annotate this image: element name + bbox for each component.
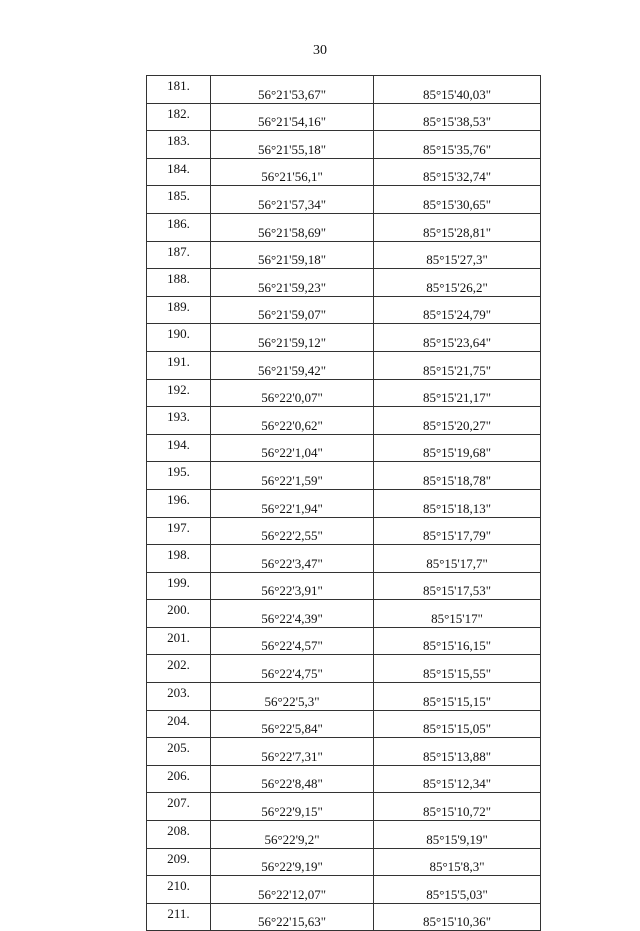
latitude-cell: 56°22'1,94" — [211, 489, 374, 517]
latitude-cell: 56°21'59,18" — [211, 241, 374, 269]
longitude-cell: 85°15'15,15" — [374, 683, 541, 711]
table-row — [147, 655, 541, 683]
point-number-cell: 204. — [147, 710, 211, 738]
longitude-cell: 85°15'18,78" — [374, 462, 541, 490]
longitude-cell: 85°15'15,55" — [374, 655, 541, 683]
point-number-cell: 191. — [147, 351, 211, 379]
point-number-cell: 194. — [147, 434, 211, 462]
table-row — [147, 296, 541, 324]
longitude-cell: 85°15'10,72" — [374, 793, 541, 821]
table-row — [147, 600, 541, 628]
table-row — [147, 103, 541, 131]
point-number-cell: 200. — [147, 600, 211, 628]
point-number-cell: 210. — [147, 876, 211, 904]
table-row — [147, 462, 541, 490]
longitude-cell: 85°15'24,79" — [374, 296, 541, 324]
point-number-cell: 205. — [147, 738, 211, 766]
point-number-cell: 187. — [147, 241, 211, 269]
latitude-cell: 56°21'53,67" — [211, 76, 374, 104]
longitude-cell: 85°15'21,75" — [374, 351, 541, 379]
longitude-cell: 85°15'23,64" — [374, 324, 541, 352]
latitude-cell: 56°21'59,42" — [211, 351, 374, 379]
latitude-cell: 56°21'59,07" — [211, 296, 374, 324]
table-row — [147, 76, 541, 104]
longitude-cell: 85°15'27,3" — [374, 241, 541, 269]
latitude-cell: 56°22'7,31" — [211, 738, 374, 766]
table-row — [147, 407, 541, 435]
latitude-cell: 56°22'0,07" — [211, 379, 374, 407]
latitude-cell: 56°22'4,75" — [211, 655, 374, 683]
longitude-cell: 85°15'19,68" — [374, 434, 541, 462]
point-number-cell: 198. — [147, 545, 211, 573]
point-number-cell: 182. — [147, 103, 211, 131]
longitude-cell: 85°15'20,27" — [374, 407, 541, 435]
latitude-cell: 56°22'3,47" — [211, 545, 374, 573]
latitude-cell: 56°22'5,84" — [211, 710, 374, 738]
table-row — [147, 186, 541, 214]
point-number-cell: 186. — [147, 213, 211, 241]
table-row — [147, 683, 541, 711]
table-row — [147, 158, 541, 186]
coordinates-table — [146, 75, 541, 931]
longitude-cell: 85°15'32,74" — [374, 158, 541, 186]
latitude-cell: 56°21'56,1" — [211, 158, 374, 186]
table-row — [147, 627, 541, 655]
longitude-cell: 85°15'30,65" — [374, 186, 541, 214]
longitude-cell: 85°15'17,79" — [374, 517, 541, 545]
latitude-cell: 56°22'8,48" — [211, 765, 374, 793]
latitude-cell: 56°21'59,23" — [211, 269, 374, 297]
latitude-cell: 56°22'1,04" — [211, 434, 374, 462]
longitude-cell: 85°15'18,13" — [374, 489, 541, 517]
latitude-cell: 56°22'1,59" — [211, 462, 374, 490]
point-number-cell: 192. — [147, 379, 211, 407]
point-number-cell: 203. — [147, 683, 211, 711]
table-row — [147, 351, 541, 379]
point-number-cell: 195. — [147, 462, 211, 490]
longitude-cell: 85°15'10,36" — [374, 903, 541, 931]
latitude-cell: 56°22'9,15" — [211, 793, 374, 821]
page-number: 30 — [313, 43, 327, 58]
longitude-cell: 85°15'13,88" — [374, 738, 541, 766]
table-row — [147, 710, 541, 738]
point-number-cell: 181. — [147, 76, 211, 104]
longitude-cell: 85°15'5,03" — [374, 876, 541, 904]
latitude-cell: 56°22'3,91" — [211, 572, 374, 600]
latitude-cell: 56°22'9,19" — [211, 848, 374, 876]
latitude-cell: 56°22'4,39" — [211, 600, 374, 628]
longitude-cell: 85°15'17,7" — [374, 545, 541, 573]
latitude-cell: 56°22'15,63" — [211, 903, 374, 931]
longitude-cell: 85°15'15,05" — [374, 710, 541, 738]
point-number-cell: 199. — [147, 572, 211, 600]
latitude-cell: 56°21'58,69" — [211, 213, 374, 241]
point-number-cell: 183. — [147, 131, 211, 159]
table-row — [147, 131, 541, 159]
table-row — [147, 434, 541, 462]
latitude-cell: 56°22'2,55" — [211, 517, 374, 545]
longitude-cell: 85°15'17" — [374, 600, 541, 628]
table-row — [147, 821, 541, 849]
point-number-cell: 197. — [147, 517, 211, 545]
point-number-cell: 190. — [147, 324, 211, 352]
table-row — [147, 876, 541, 904]
longitude-cell: 85°15'12,34" — [374, 765, 541, 793]
longitude-cell: 85°15'28,81" — [374, 213, 541, 241]
latitude-cell: 56°21'57,34" — [211, 186, 374, 214]
table-row — [147, 848, 541, 876]
table-row — [147, 241, 541, 269]
point-number-cell: 211. — [147, 903, 211, 931]
longitude-cell: 85°15'9,19" — [374, 821, 541, 849]
longitude-cell: 85°15'40,03" — [374, 76, 541, 104]
table-row — [147, 269, 541, 297]
table-row — [147, 489, 541, 517]
point-number-cell: 185. — [147, 186, 211, 214]
coordinates-table-body — [147, 76, 541, 931]
table-row — [147, 213, 541, 241]
longitude-cell: 85°15'17,53" — [374, 572, 541, 600]
longitude-cell: 85°15'21,17" — [374, 379, 541, 407]
table-row — [147, 379, 541, 407]
table-row — [147, 765, 541, 793]
latitude-cell: 56°22'4,57" — [211, 627, 374, 655]
longitude-cell: 85°15'38,53" — [374, 103, 541, 131]
point-number-cell: 201. — [147, 627, 211, 655]
table-row — [147, 903, 541, 931]
table-row — [147, 324, 541, 352]
latitude-cell: 56°22'5,3" — [211, 683, 374, 711]
latitude-cell: 56°21'55,18" — [211, 131, 374, 159]
longitude-cell: 85°15'35,76" — [374, 131, 541, 159]
point-number-cell: 189. — [147, 296, 211, 324]
table-row — [147, 793, 541, 821]
table-row — [147, 738, 541, 766]
latitude-cell: 56°21'59,12" — [211, 324, 374, 352]
table-row — [147, 545, 541, 573]
longitude-cell: 85°15'8,3" — [374, 848, 541, 876]
point-number-cell: 184. — [147, 158, 211, 186]
longitude-cell: 85°15'16,15" — [374, 627, 541, 655]
point-number-cell: 206. — [147, 765, 211, 793]
longitude-cell: 85°15'26,2" — [374, 269, 541, 297]
table-row — [147, 572, 541, 600]
latitude-cell: 56°22'0,62" — [211, 407, 374, 435]
latitude-cell: 56°22'9,2" — [211, 821, 374, 849]
point-number-cell: 202. — [147, 655, 211, 683]
latitude-cell: 56°22'12,07" — [211, 876, 374, 904]
point-number-cell: 207. — [147, 793, 211, 821]
point-number-cell: 209. — [147, 848, 211, 876]
table-row — [147, 517, 541, 545]
point-number-cell: 208. — [147, 821, 211, 849]
latitude-cell: 56°21'54,16" — [211, 103, 374, 131]
point-number-cell: 188. — [147, 269, 211, 297]
point-number-cell: 193. — [147, 407, 211, 435]
point-number-cell: 196. — [147, 489, 211, 517]
